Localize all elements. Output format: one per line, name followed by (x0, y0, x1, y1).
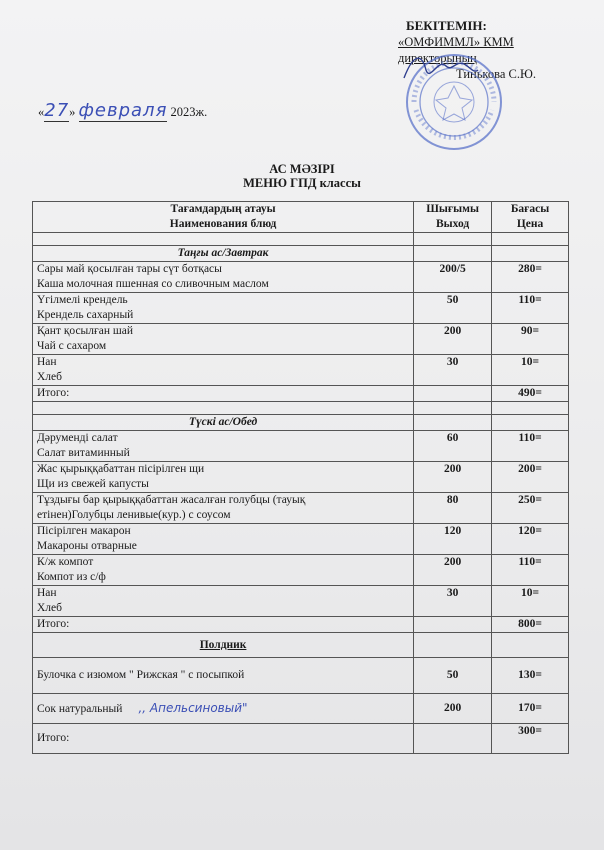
section-snack (33, 633, 569, 658)
total-row-lunch: Итого: 800= (33, 617, 569, 633)
table-row: Тұздығы бар қырыққабаттан жасалған голубцы (тауық етінен)Голубцы ленивые(кур.) с соусом 80 250= (33, 493, 569, 524)
total-row-snack: Итого: 300= (33, 724, 569, 754)
table-row: Сары май қосылған тары сүт ботқасы Каша молочная пшенная со сливочным маслом 200/5 280= (33, 262, 569, 293)
handwritten-note: ,, Апельсиновый" (138, 700, 248, 715)
date-month: февраля (78, 100, 168, 121)
date-day: 27 (44, 100, 70, 121)
section-title: Түскі ас/Обед (33, 415, 414, 431)
section-title: Полдник (33, 633, 414, 658)
approval-org: «ОМФИММЛ» КММ (398, 35, 514, 49)
table-row: Сок натуральный ,, Апельсиновый" 200 170= (33, 694, 569, 724)
table-row: Нан Хлеб 30 10= (33, 586, 569, 617)
menu-table (32, 201, 569, 754)
table-row: Булочка с изюмом " Рижская " с посыпкой 50 130= (33, 658, 569, 694)
section-title: Таңғы ас/Завтрак (33, 246, 414, 262)
title-ru: МЕНЮ ГПД классы (243, 176, 361, 190)
signature-icon (400, 48, 480, 88)
header-name: Тағамдардың атауы Наименования блюд (33, 202, 414, 233)
section-breakfast (33, 246, 569, 262)
approval-name: Тинькова С.Ю. (456, 67, 536, 81)
approval-heading: БЕКІТЕМІН: (406, 18, 487, 33)
table-row: Үгілмелі крендель Крендель сахарный 50 110= (33, 293, 569, 324)
header-yield: Шығымы Выход (414, 202, 492, 233)
table-row: К/ж компот Компот из с/ф 200 110= (33, 555, 569, 586)
document-date: «27» февраля 2023ж. (38, 100, 208, 121)
table-row: Нан Хлеб 30 10= (33, 355, 569, 386)
table-row: Жас қырыққабаттан пісірілген щи Щи из свежей капусты 200 200= (33, 462, 569, 493)
total-row-breakfast: Итого: 490= (33, 386, 569, 402)
date-year: 2023ж. (170, 105, 208, 119)
header-price: Бағасы Цена (492, 202, 569, 233)
table-row: Пісірілген макарон Макароны отварные 120 120= (33, 524, 569, 555)
approval-position: директорының (398, 51, 477, 65)
table-row: Қант қосылған шай Чай с сахаром 200 90= (33, 324, 569, 355)
table-header-row (33, 202, 569, 233)
title-kz: АС МӘЗІРІ (269, 162, 335, 176)
section-lunch (33, 415, 569, 431)
table-row: Дәруменді салат Салат витаминный 60 110= (33, 431, 569, 462)
